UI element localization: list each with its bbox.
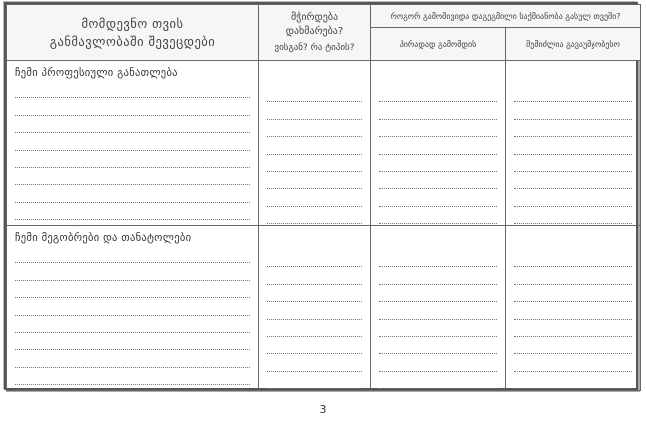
dotted-line[interactable] — [514, 354, 632, 371]
dotted-line[interactable] — [15, 151, 250, 168]
section-cell-goals — [7, 61, 259, 226]
header-can-improve: შემიძლია გავაუმჯობესო — [506, 28, 641, 61]
section-cell-goals — [7, 226, 259, 391]
dotted-line[interactable] — [379, 102, 497, 119]
dotted-line[interactable] — [15, 81, 250, 98]
dotted-line[interactable] — [379, 189, 497, 206]
dotted-line[interactable] — [267, 207, 362, 224]
dotted-line[interactable] — [514, 189, 632, 206]
section-cell-improve — [506, 226, 641, 391]
dotted-line[interactable] — [379, 250, 497, 267]
dotted-line[interactable] — [379, 155, 497, 172]
dotted-line[interactable] — [267, 320, 362, 337]
dotted-line[interactable] — [267, 337, 362, 354]
dotted-line[interactable] — [15, 368, 250, 385]
planning-table-frame — [4, 2, 638, 390]
dotted-line[interactable] — [514, 120, 632, 137]
header-last-month-review: როგორ გამომივიდა დაგეგმილი საქმიანობა გასულ თვეში? — [371, 5, 641, 28]
dotted-line[interactable] — [379, 207, 497, 224]
writing-lines[interactable] — [259, 250, 370, 389]
writing-lines[interactable] — [371, 250, 505, 389]
section-cell-help — [259, 61, 371, 226]
dotted-line[interactable] — [514, 172, 632, 189]
header-next-month-line1: მომდევნო თვის — [81, 15, 184, 31]
dotted-line[interactable] — [267, 250, 362, 267]
header-personally-succeed: პირადად გამომდის — [371, 28, 506, 61]
dotted-line[interactable] — [514, 155, 632, 172]
header-need-help-line2: დახმარება? — [285, 25, 344, 37]
dotted-line[interactable] — [267, 302, 362, 319]
dotted-line[interactable] — [514, 337, 632, 354]
section-title: ჩემი პროფესიული განათლება — [15, 67, 178, 79]
dotted-line[interactable] — [267, 285, 362, 302]
dotted-line[interactable] — [267, 120, 362, 137]
dotted-line[interactable] — [267, 102, 362, 119]
header-need-help — [259, 5, 371, 61]
dotted-line[interactable] — [267, 354, 362, 371]
writing-lines[interactable] — [506, 250, 640, 389]
dotted-line[interactable] — [514, 372, 632, 389]
section-cell-personally — [371, 226, 506, 391]
dotted-line[interactable] — [267, 267, 362, 284]
dotted-line[interactable] — [379, 372, 497, 389]
header-next-month-line2: განმავლობაში შევეცდები — [49, 33, 216, 49]
dotted-line[interactable] — [15, 263, 250, 280]
dotted-line[interactable] — [379, 302, 497, 319]
dotted-line[interactable] — [15, 168, 250, 185]
section-title: ჩემი მეგობრები და თანატოლები — [15, 232, 192, 244]
dotted-line[interactable] — [15, 203, 250, 220]
dotted-line[interactable] — [514, 320, 632, 337]
dotted-line[interactable] — [15, 350, 250, 367]
dotted-line[interactable] — [15, 133, 250, 150]
section-cell-personally — [371, 61, 506, 226]
dotted-line[interactable] — [514, 102, 632, 119]
dotted-line[interactable] — [379, 320, 497, 337]
dotted-line[interactable] — [379, 285, 497, 302]
dotted-line[interactable] — [267, 85, 362, 102]
dotted-line[interactable] — [379, 120, 497, 137]
dotted-line[interactable] — [267, 172, 362, 189]
dotted-line[interactable] — [379, 137, 497, 154]
dotted-line[interactable] — [514, 207, 632, 224]
dotted-line[interactable] — [379, 337, 497, 354]
section-cell-help — [259, 226, 371, 391]
dotted-line[interactable] — [514, 85, 632, 102]
dotted-line[interactable] — [379, 85, 497, 102]
header-next-month-goals — [7, 5, 259, 61]
header-need-help-line1: მჭირდება — [290, 11, 339, 23]
page-number: 3 — [319, 403, 327, 416]
dotted-line[interactable] — [267, 372, 362, 389]
dotted-line[interactable] — [514, 302, 632, 319]
dotted-line[interactable] — [15, 333, 250, 350]
writing-lines[interactable] — [371, 85, 505, 224]
writing-lines[interactable] — [259, 85, 370, 224]
dotted-line[interactable] — [514, 267, 632, 284]
dotted-line[interactable] — [15, 116, 250, 133]
section-row-friends-peers — [7, 226, 641, 391]
dotted-line[interactable] — [514, 137, 632, 154]
dotted-line[interactable] — [379, 267, 497, 284]
section-cell-improve — [506, 61, 641, 226]
monthly-planning-table — [6, 4, 641, 391]
header-need-help-sub: ვისგან? რა ტიპის? — [274, 42, 355, 53]
dotted-line[interactable] — [514, 250, 632, 267]
writing-lines[interactable] — [7, 246, 258, 385]
dotted-line[interactable] — [379, 172, 497, 189]
dotted-line[interactable] — [379, 354, 497, 371]
dotted-line[interactable] — [267, 137, 362, 154]
writing-lines[interactable] — [7, 81, 258, 220]
writing-lines[interactable] — [506, 85, 640, 224]
dotted-line[interactable] — [267, 189, 362, 206]
dotted-line[interactable] — [15, 246, 250, 263]
dotted-line[interactable] — [15, 298, 250, 315]
dotted-line[interactable] — [15, 316, 250, 333]
dotted-line[interactable] — [15, 98, 250, 115]
section-row-professional-education — [7, 61, 641, 226]
dotted-line[interactable] — [267, 155, 362, 172]
dotted-line[interactable] — [15, 281, 250, 298]
dotted-line[interactable] — [514, 285, 632, 302]
dotted-line[interactable] — [15, 185, 250, 202]
